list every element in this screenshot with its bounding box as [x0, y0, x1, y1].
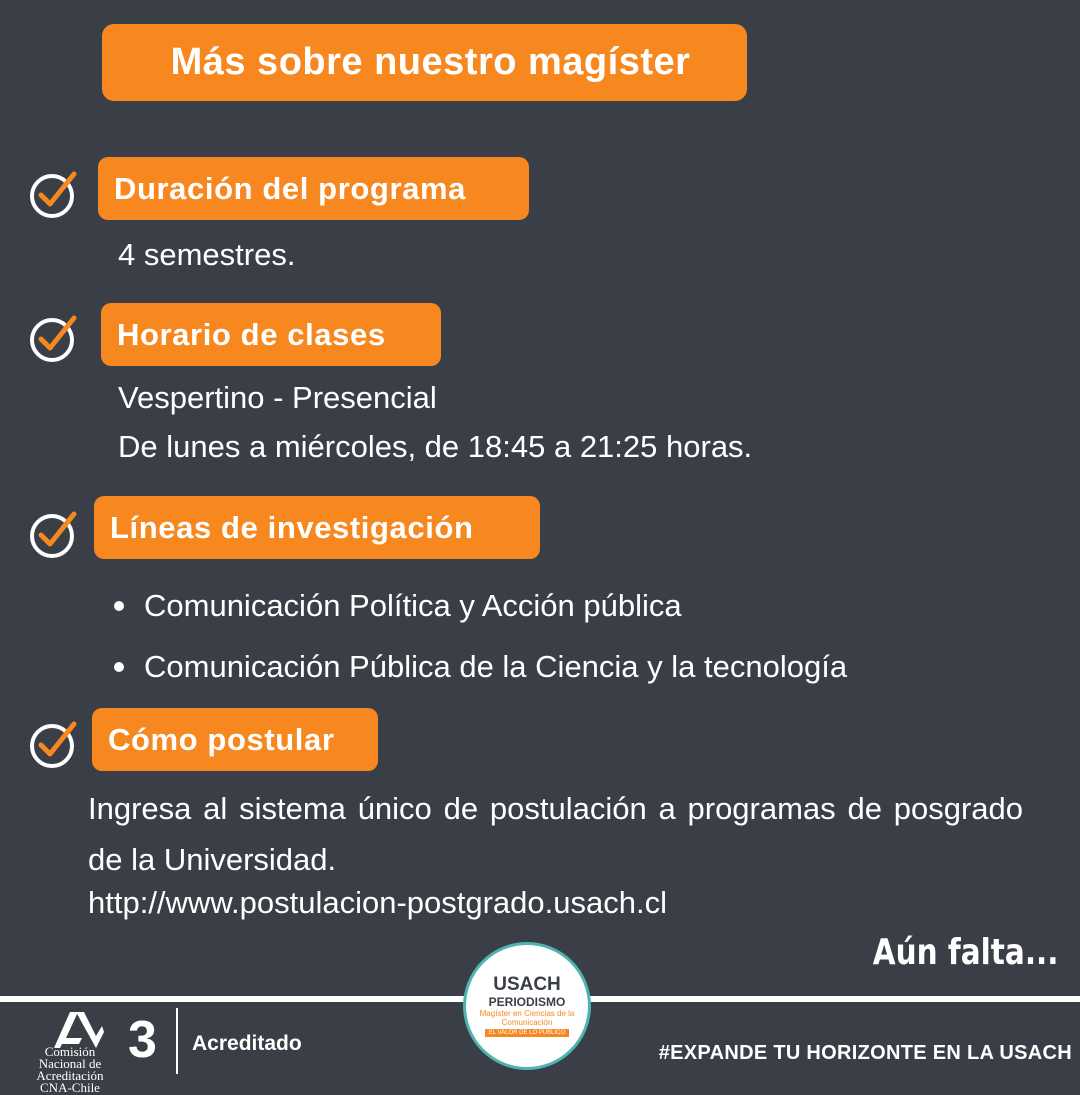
- accreditation-divider: [176, 1008, 178, 1074]
- horario-schedule: De lunes a miércoles, de 18:45 a 21:25 horas.: [118, 429, 753, 464]
- postular-instructions: Ingresa al sistema único de postulación a programas de posgrado de la Universidad.: [88, 791, 1023, 877]
- check-circle-icon: [26, 716, 82, 772]
- postulacion-url[interactable]: http://www.postulacion-postgrado.usach.cl: [88, 885, 667, 920]
- accreditation-label: Acreditado: [192, 1032, 302, 1055]
- hashtag-slogan: #EXPANDE TU HORIZONTE EN LA USACH: [658, 1042, 1072, 1064]
- badge-tagline: EL VALOR DE LO PÚBLICO: [485, 1029, 569, 1037]
- list-item: [114, 580, 682, 631]
- section-heading-postular: Cómo postular: [92, 708, 378, 771]
- check-circle-icon: [26, 310, 82, 366]
- page-title: Más sobre nuestro magíster: [102, 24, 747, 101]
- usach-periodismo-logo: [463, 942, 591, 1070]
- horario-modality: Vespertino - Presencial: [118, 380, 437, 415]
- bullet-text: Comunicación Pública de la Ciencia y la tecnología: [144, 649, 848, 684]
- section-heading-horario: Horario de clases: [101, 303, 441, 366]
- check-circle-icon: [26, 506, 82, 562]
- section-heading-lineas: Líneas de investigación: [94, 496, 540, 559]
- bullet-icon: [114, 662, 124, 672]
- duracion-value: 4 semestres.: [118, 237, 296, 272]
- section-heading-duracion: Duración del programa: [98, 157, 529, 220]
- bullet-text: Comunicación Política y Acción pública: [144, 588, 682, 623]
- bullet-icon: [114, 601, 124, 611]
- cna-agency-name: Comisión Nacional de Acreditación CNA-Chile: [36, 1044, 104, 1095]
- continue-label: Aún falta...: [872, 932, 1058, 973]
- check-circle-icon: [26, 166, 82, 222]
- list-item: [114, 641, 847, 692]
- accreditation-years: 3: [128, 1011, 157, 1069]
- badge-department: PERIODISMO: [488, 995, 566, 1009]
- badge-program: Magíster en Ciencias de la Comunicación: [479, 1009, 575, 1027]
- badge-university: USACH: [493, 974, 561, 995]
